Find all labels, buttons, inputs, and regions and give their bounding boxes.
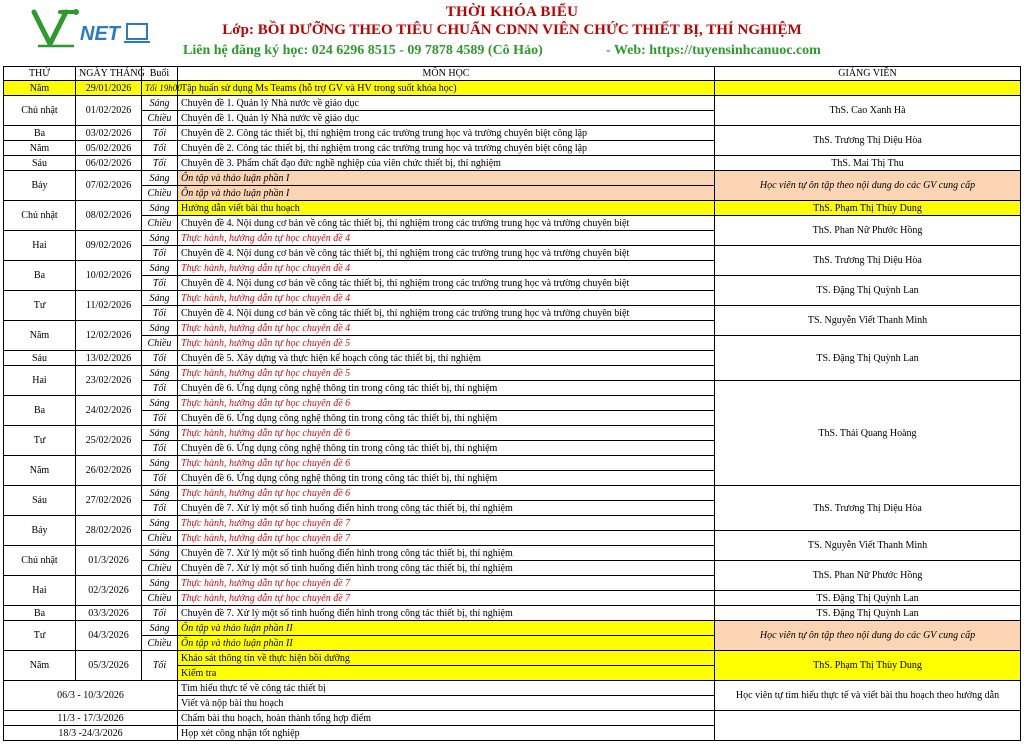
cell-buoi: Chiều [142,591,178,606]
cell-buoi: Sáng [142,546,178,561]
cell-thu: Chủ nhật [4,96,76,126]
cell-ngay: 12/02/2026 [76,321,142,351]
cell-buoi: Tối [142,651,178,681]
cell-buoi: Chiều [142,636,178,651]
cell-buoi: Chiều [142,561,178,576]
cell-mon: Thực hành, hướng dẫn tự học chuyên đề 5 [178,336,715,351]
cell-ngay: 27/02/2026 [76,486,142,516]
cell-thu: Năm [4,81,76,96]
col-header-gv: GIẢNG VIÊN [715,67,1021,81]
cell-buoi: Sáng [142,426,178,441]
cell-mon: Chuyên đề 1. Quản lý Nhà nước về giáo dục [178,111,715,126]
class-name: Lớp: BỒI DƯỠNG THEO TIÊU CHUẨN CDNN VIÊN CHỨC THIẾT BỊ, THÍ NGHIỆM [222,22,802,38]
cell-buoi: Tối [142,156,178,171]
cell-gv: ThS. Trương Thị Diệu Hòa [715,486,1021,531]
cell-buoi: Sáng [142,231,178,246]
cell-gv: ThS. Phan Nữ Phước Hồng [715,216,1021,246]
cell-gv: TS. Đặng Thị Quỳnh Lan [715,336,1021,381]
cell-ngay: 24/02/2026 [76,396,142,426]
cell-gv: ThS. Phan Nữ Phước Hồng [715,561,1021,591]
cell-thu: Bảy [4,171,76,201]
cell-mon: Chuyên đề 3. Phẩm chất đạo đức nghề nghiệp của viên chức thiết bị, thí nghiệm [178,156,715,171]
cell-buoi: Tối [142,306,178,321]
page-header [0,0,1024,64]
col-header-ngay: NGÀY THÁNG [76,67,142,81]
cell-mon: Chuyên đề 4. Nội dung cơ bản về công tác thiết bị, thí nghiệm trong các trường trung học và trường chuyên biệt [178,246,715,261]
cell-mon: Thực hành, hướng dẫn tự học chuyên đề 7 [178,516,715,531]
page-title: THỜI KHÓA BIỂU [445,4,579,20]
cell-mon: Ôn tập và thảo luận phần I [178,186,715,201]
cell-thu: Ba [4,126,76,141]
cell-buoi: Sáng [142,621,178,636]
table-row [4,711,1021,726]
cell-thu: Năm [4,651,76,681]
cell-mon: Thực hành, hướng dẫn tự học chuyên đề 5 [178,366,715,381]
cell-ngay: 25/02/2026 [76,426,142,456]
cell-thu: Tư [4,621,76,651]
cell-thu: Năm [4,321,76,351]
table-row [4,246,1021,261]
cell-buoi: Tối [142,381,178,396]
cell-mon: Thực hành, hướng dẫn tự học chuyên đề 7 [178,591,715,606]
cell-mon: Thực hành, hướng dẫn tự học chuyên đề 4 [178,321,715,336]
cell-thu: Hai [4,576,76,606]
cell-ngay: 08/02/2026 [76,201,142,231]
cell-buoi: Chiều [142,531,178,546]
logo-text: NET [80,23,120,45]
cell-thu: Sáu [4,351,76,366]
cell-mon: Thực hành, hướng dẫn tự học chuyên đề 6 [178,486,715,501]
cell-mon: Chuyên đề 6. Ứng dụng công nghệ thông tin trong công tác thiết bị, thí nghiệm [178,441,715,456]
cell-mon: Chuyên đề 1. Quản lý Nhà nước về giáo dục [178,96,715,111]
cell-buoi: Sáng [142,366,178,381]
cell-ngay: 10/02/2026 [76,261,142,291]
cell-mon: Chấm bài thu hoạch, hoàn thành tổng hợp điểm [178,711,715,726]
table-row [4,276,1021,291]
cell-thu: Sáu [4,486,76,516]
cell-gv: ThS. Mai Thị Thu [715,156,1021,171]
cell-ngay: 05/02/2026 [76,141,142,156]
cell-buoi: Chiều [142,336,178,351]
cell-mon: Khảo sát thông tin về thực hiện bồi dưỡng [178,651,715,666]
table-row [4,81,1021,96]
cell-gv: TS. Nguyễn Viết Thanh Minh [715,531,1021,561]
table-row [4,591,1021,606]
cell-buoi: Chiều [142,111,178,126]
cell-thu: Tư [4,291,76,321]
cell-thu: Năm [4,141,76,156]
cell-ngay: 03/3/2026 [76,606,142,621]
cell-date-range: 06/3 - 10/3/2026 [4,681,178,711]
table-row [4,621,1021,636]
cell-thu: Ba [4,396,76,426]
table-row [4,171,1021,186]
cell-mon: Hướng dẫn viết bài thu hoạch [178,201,715,216]
col-header-mon: MÔN HỌC [178,67,715,81]
cell-ngay: 29/01/2026 [76,81,142,96]
cell-mon: Chuyên đề 7. Xử lý một số tình huống điển hình trong công tác thiết bị, thí nghiệm [178,561,715,576]
cell-mon: Thực hành, hướng dẫn tự học chuyên đề 7 [178,576,715,591]
cell-buoi: Sáng [142,486,178,501]
cell-mon: Thực hành, hướng dẫn tự học chuyên đề 7 [178,531,715,546]
cell-mon: Chuyên đề 4. Nội dung cơ bản về công tác thiết bị, thí nghiệm trong các trường trung học và trường chuyên biệt [178,276,715,291]
cell-ngay: 02/3/2026 [76,576,142,606]
table-row [4,531,1021,546]
cell-gv: Học viên tự ôn tập theo nội dung do các GV cung cấp [715,621,1021,651]
cell-mon: Thực hành, hướng dẫn tự học chuyên đề 6 [178,396,715,411]
table-row [4,306,1021,321]
cell-ngay: 05/3/2026 [76,651,142,681]
cell-thu: Hai [4,366,76,396]
cell-mon: Chuyên đề 6. Ứng dụng công nghệ thông tin trong công tác thiết bị, thí nghiệm [178,411,715,426]
cell-ngay: 01/3/2026 [76,546,142,576]
cell-buoi: Sáng [142,516,178,531]
table-row [4,381,1021,396]
cell-ngay: 23/02/2026 [76,366,142,396]
cell-buoi: Tối [142,246,178,261]
cell-buoi: Tối [142,411,178,426]
cell-buoi: Tối [142,606,178,621]
cell-buoi: Chiều [142,186,178,201]
cell-thu: Ba [4,261,76,291]
cell-ngay: 01/02/2026 [76,96,142,126]
cell-ngay: 09/02/2026 [76,231,142,261]
cell-mon: Chuyên đề 2. Công tác thiết bị, thí nghiệm trong các trường trung học và trường chuyên biệt công lập [178,126,715,141]
table-row [4,201,1021,216]
cell-buoi: Tối [142,126,178,141]
contact-line: Liên hệ đăng ký học: 024 6296 8515 - 09 7878 4589 (Cô Hảo) [183,43,543,58]
cell-buoi: Sáng [142,576,178,591]
cell-buoi: Sáng [142,321,178,336]
cell-buoi: Tối [142,276,178,291]
cell-buoi: Sáng [142,396,178,411]
table-header-row [4,67,1021,81]
cell-buoi: Chiều [142,216,178,231]
cell-gv-empty [715,711,1021,741]
table-row [4,651,1021,666]
cell-mon: Chuyên đề 2. Công tác thiết bị, thí nghiệm trong các trường trung học và trường chuyên biệt công lập [178,141,715,156]
cell-thu: Sáu [4,156,76,171]
cell-gv: TS. Đặng Thị Quỳnh Lan [715,606,1021,621]
cell-mon: Chuyên đề 4. Nội dung cơ bản về công tác thiết bị, thí nghiệm trong các trường trung học và trường chuyên biệt [178,306,715,321]
cell-gv: TS. Nguyễn Viết Thanh Minh [715,306,1021,336]
cell-mon: Thực hành, hướng dẫn tự học chuyên đề 4 [178,231,715,246]
cell-gv [715,81,1021,96]
cell-thu: Năm [4,456,76,486]
cell-mon: Tìm hiểu thực tế về công tác thiết bị [178,681,715,696]
table-row [4,681,1021,696]
cell-buoi: Sáng [142,456,178,471]
table-row [4,96,1021,111]
cell-mon: Ôn tập và thảo luận phần II [178,636,715,651]
table-row [4,336,1021,351]
cell-date-range: 18/3 -24/3/2026 [4,726,178,741]
cell-mon: Chuyên đề 5. Xây dựng và thực hiện kế hoạch công tác thiết bị, thí nghiệm [178,351,715,366]
cell-gv: ThS. Phạm Thị Thùy Dung [715,201,1021,216]
cell-buoi: Tối 19h00 [142,81,178,96]
cell-mon: Thực hành, hướng dẫn tự học chuyên đề 4 [178,291,715,306]
cell-thu: Chủ nhật [4,546,76,576]
cell-gv: Học viên tự ôn tập theo nội dung do các GV cung cấp [715,171,1021,201]
cell-mon: Tập huấn sử dụng Ms Teams (hỗ trợ GV và HV trong suốt khóa học) [178,81,715,96]
cell-thu: Chủ nhật [4,201,76,231]
table-row [4,561,1021,576]
cell-buoi: Sáng [142,96,178,111]
cell-buoi: Sáng [142,291,178,306]
cell-ngay: 06/02/2026 [76,156,142,171]
cell-mon: Thực hành, hướng dẫn tự học chuyên đề 6 [178,456,715,471]
cell-mon: Họp xét công nhận tốt nghiệp [178,726,715,741]
cell-ngay: 07/02/2026 [76,171,142,201]
schedule-table [3,66,1021,741]
web-line: - Web: https://tuyensinhcanuoc.com [606,43,821,58]
cell-mon: Chuyên đề 7. Xử lý một số tình huống điển hình trong công tác thiết bị, thí nghiệm [178,501,715,516]
cell-gv: Học viên tự tìm hiểu thực tế và viết bài thu hoạch theo hướng dẫn [715,681,1021,711]
cell-thu: Tư [4,426,76,456]
cell-buoi: Tối [142,441,178,456]
cell-ngay: 03/02/2026 [76,126,142,141]
table-row [4,126,1021,141]
cell-ngay: 04/3/2026 [76,621,142,651]
cell-thu: Hai [4,231,76,261]
cell-mon: Viết và nộp bài thu hoạch [178,696,715,711]
col-header-buoi: Buổi [142,67,178,81]
table-row [4,216,1021,231]
cell-gv: TS. Đặng Thị Quỳnh Lan [715,276,1021,306]
cell-mon: Ôn tập và thảo luận phần I [178,171,715,186]
cell-buoi: Tối [142,501,178,516]
cell-mon: Chuyên đề 7. Xử lý một số tình huống điển hình trong công tác thiết bị, thí nghiệm [178,606,715,621]
cell-mon: Kiểm tra [178,666,715,681]
cell-ngay: 13/02/2026 [76,351,142,366]
cell-mon: Chuyên đề 7. Xử lý một số tình huống điển hình trong công tác thiết bị, thí nghiệm [178,546,715,561]
cell-gv: ThS. Trương Thị Diệu Hòa [715,126,1021,156]
cell-ngay: 26/02/2026 [76,456,142,486]
cell-buoi: Tối [142,351,178,366]
col-header-thu: THỨ [4,67,76,81]
cell-gv: ThS. Thái Quang Hoàng [715,381,1021,486]
cell-mon: Chuyên đề 6. Ứng dụng công nghệ thông tin trong công tác thiết bị, thí nghiệm [178,471,715,486]
cell-date-range: 11/3 - 17/3/2026 [4,711,178,726]
table-row [4,606,1021,621]
cell-thu: Ba [4,606,76,621]
cell-mon: Thực hành, hướng dẫn tự học chuyên đề 6 [178,426,715,441]
cell-buoi: Tối [142,471,178,486]
cell-gv: TS. Đặng Thị Quỳnh Lan [715,591,1021,606]
cell-buoi: Tối [142,141,178,156]
cell-mon: Chuyên đề 4. Nội dung cơ bản về công tác thiết bị, thí nghiệm trong các trường trung học và trường chuyên biệt [178,216,715,231]
cell-buoi: Sáng [142,171,178,186]
cell-mon: Ôn tập và thảo luận phần II [178,621,715,636]
cell-mon: Chuyên đề 6. Ứng dụng công nghệ thông tin trong công tác thiết bị, thí nghiệm [178,381,715,396]
cell-buoi: Sáng [142,261,178,276]
cell-gv: ThS. Cao Xanh Hà [715,96,1021,126]
cell-buoi: Sáng [142,201,178,216]
cell-ngay: 28/02/2026 [76,516,142,546]
table-row [4,156,1021,171]
table-row [4,486,1021,501]
cell-gv: ThS. Trương Thị Diệu Hòa [715,246,1021,276]
cell-thu: Bảy [4,516,76,546]
cell-ngay: 11/02/2026 [76,291,142,321]
cell-gv: ThS. Phạm Thị Thùy Dung [715,651,1021,681]
cell-mon: Thực hành, hướng dẫn tự học chuyên đề 4 [178,261,715,276]
